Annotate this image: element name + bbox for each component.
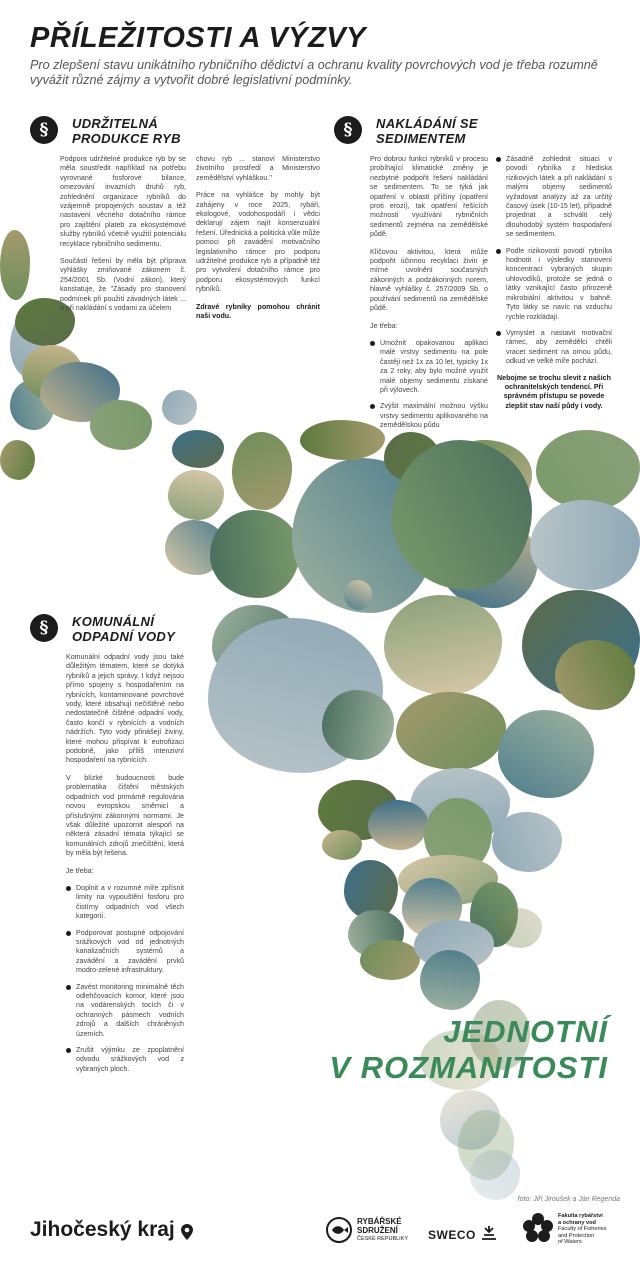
logo-jihocesky-kraj: Jihočeský kraj [30,1218,193,1242]
collage-photo [162,390,197,425]
logo-rybarske-sdruzeni: RYBÁŘSKÉ SDRUŽENÍ ČESKÉ REPUBLIKY [326,1214,426,1248]
list-item: Vymyslet a nastavit motivační rámec, aby zemědělci chtěli vracet sediment na ornou půdu, odkud ve velké míře pochází. [496,329,612,367]
collage-photo [536,430,640,510]
photo-credit: foto: Jiří Jiroušek a Ján Regenda [517,1196,620,1203]
paragraph-icon: § [30,116,58,144]
fish-circle-icon [326,1217,352,1243]
collage-photo [470,1150,520,1200]
collage-photo [360,940,420,980]
list-item: Umožnit opakovanou aplikaci malé vrstvy sedimentu na pole častěji než 1x za 10 let, typicky 1x za 2 roky, aby bylo možné využít malé objemy sedimentu získané při výlovech. [370,339,488,395]
collage-photo [396,692,506,770]
collage-photo [384,595,502,695]
collage-photo [496,908,542,948]
collage-photo [0,230,30,300]
map-pin-icon [181,1224,193,1240]
slogan: JEDNOTNÍ V ROZMANITOSTI [329,1014,608,1085]
page-subtitle: Pro zlepšení stavu unikátního rybničního dědictví a ochranu kvality povrchových vod je třeba rozumně vyvážit různé zájmy a vytvořit dobré legislativní podmínky. [30,58,598,87]
wastewater-column: Komunální odpadní vody jsou také důležitým tématem, které se dotýká rybníků a jejich správy. I když nejsou přímo spojeny s hospodařením na rybnících, kontaminované povrchové vody, které obsahují nečištěné nebo nedostatečně čištěné odpadní vody, často končí v rybnících a vodních nádržích. Tyto vody přinášejí živiny, které mohou přispívat k eutrofizaci podobně, jako příliš intenzivní hospodaření na rybnících. V blízké budoucnosti bude problematika čištění městských odpadních vod primárně regulována novou evropskou směrnicí a příslušnými zákonnými normami. Je však důležité upozornit alespoň na některá zásadní témata týkající se komunálních zdrojů znečištění, která by měla být řešena. Je třeba: Doplnit a v rozumné míře zpřísnit limity na vypouštění fosforu pro čistírny odpadních vod všech kategorií. Podporovat postupné odpojování srážkových vod od jednotných kanalizačních systémů a zavádění a zavádění prvků modro-zelené infrastruktury. Zavést monitoring minimálně těch odlehčovacích komor, které jsou na vodárenských tocích či v ochranných pásmech vodních zdrojů a dalších chráněných územích. Zrušit výjimku ze zpoplatnění odvodu srážkových vod z vybraných ploch. [66,653,184,1073]
list-item: Zrušit výjimku ze zpoplatnění odvodu srážkových vod z vybraných ploch. [66,1046,184,1074]
paragraph-icon: § [30,614,58,642]
collage-photo [172,430,224,468]
section-title-sediment: NAKLÁDÁNÍ SE SEDIMENTEM [376,116,478,146]
collage-photo [392,440,532,590]
flower-icon [522,1212,554,1246]
list-item: Doplnit a v rozumné míře zpřísnit limity na vypouštění fosforu pro čistírny odpadních vod všech kategorií. [66,884,184,922]
collage-photo [492,812,562,872]
page-title: PŘÍLEŽITOSTI A VÝZVY [30,22,367,54]
logo-sweco: SWECO [428,1224,498,1244]
sediment-column-2: Zásadně zohlednit situaci v povodí rybníka z hlediska rizikových látek a při nakládání s malými objemy sedimentů vyžadovat analýzy až za určitý časový úsek (10-15 let), případně projednat a schválit celý dlouhodobý systém hospodaření se sedimentem. Podle rizikovosti povodí rybníka hodnotit i výsledky stanovení koncentrací vybraných skupin uhlovodíků, protože se jedná o látky vznikající často přirozeně mikrobiální aktivitou v bahně. Tyto látky se navíc na vzduchu rychle rozkládají. Vymyslet a nastavit motivační rámec, aby zemědělci chtěli vracet sediment na ornou půdu, odkud ve velké míře pochází. Nebojme se trochu slevit z našich ochranitelských tendencí. Při správném přístupu se povede zlepšit stav naší půdy i vody. [497,155,612,410]
sweco-sun-icon [480,1224,498,1242]
collage-photo [168,470,224,520]
list-item: Podle rizikovosti povodí rybníka hodnotit i výsledky stanovení koncentrací vybraných skupin uhlovodíků, protože se jedná o látky vznikající často přirozeně mikrobiální aktivitou v bahně. Tyto látky se navíc na vzduchu rychle rozkládají. [496,247,612,322]
collage-photo [498,710,594,798]
collage-photo [322,690,394,760]
paragraph-icon: § [334,116,362,144]
section-title-wastewater: KOMUNÁLNÍ ODPADNÍ VODY [72,614,176,644]
fish-column-2: chovu ryb ... stanoví Ministerstvo životního prostředí a Ministerstvo zemědělství vyhláškou." Práce na vyhlášce by mohly být zahájeny v roce 2025, rybáři, ekologové, vodohospodáři i vědci deklarují zájem najít konsenzuální řešení. Úřednická a politická vůle může pomoci při zavádění motivačního legislativního rámce pro podporu udržitelné produkce ryb a případně též pro vytvoření dotačního rámce pro podporu ekosystémových funkcí rybníků. Zdravé rybníky pomohou chránit naši vodu. [196,155,320,321]
sediment-column-1: Pro dobrou funkci rybníků v procesu probíhající klimatické změny je nezbytné podpořit řešení nakládání se sedimentem. To se týká jak opatření v oblasti příčiny (opatření proti erozi), tak opatření řešících možnosti využívání rybničních sedimentů zejména na zemědělské půdě. Klíčovou aktivitou, která může podpořit účinnou recyklaci živin je mírné uvolnění současných zákonných a podzákonných norem, hlavně vyhlášky č. 257/2009 Sb. o používání sedimentů na zemědělské půdě. Je třeba: Umožnit opakovanou aplikaci malé vrstvy sedimentu na pole častěji než 1x za 10 let, typicky 1x za 2 roky, aby bylo možné využít malé objemy sedimentu získané při výlovech. Zvýšit maximální možnou výšku vrstvy sedimentu aplikovaného na zemědělskou půdu [370,155,488,430]
section-title-fish: UDRŽITELNÁ PRODUKCE RYB [72,116,181,146]
list-item: Zavést monitoring minimálně těch odlehčovacích komor, které jsou na vodárenských tocích či v ochranných pásmech vodních zdrojů a dalších chráněných územích. [66,983,184,1039]
collage-photo [210,510,300,598]
collage-photo [555,640,635,710]
collage-photo [530,500,640,590]
logo-fakulta: Fakulta rybářství a ochrany vod Faculty of Fisheries and Protection of Waters [522,1212,632,1252]
list-item: Podporovat postupné odpojování srážkových vod od jednotných kanalizačních systémů a zavádění a zavádění prvků modro-zelené infrastruktury. [66,929,184,976]
collage-photo [420,950,480,1010]
collage-photo [232,432,292,510]
collage-photo [0,440,35,480]
fish-column-1: Podpora udržitelné produkce ryb by se měla soustředit například na potřebu vyrovnané fosforové bilance, omezování invazních druhů ryb, zohlednění organizace rybníků do vzájemně propojených soustav a též nastavení věcného dotačního rámce pro zajištění plateb za ekosystémové služby rybníků včetně využití potenciálu recyklace rybničního sedimentu. Součástí řešení by měla být příprava vyhlášky zmiňované zákonem č. 254/2001 Sb. (Vodní zákon), který konstatuje, že "Zásady pro stanovení podmínek při použití závadných látek ... a při nakládání s vodami za účelem [60,155,186,313]
collage-photo [90,400,152,450]
list-item: Zvýšit maximální možnou výšku vrstvy sedimentu aplikovaného na zemědělskou půdu [370,402,488,430]
collage-photo [368,800,428,850]
collage-photo [344,580,372,610]
list-item: Zásadně zohlednit situaci v povodí rybníka z hlediska rizikových látek a při nakládání s malými objemy sedimentů vyžadovat analýzy až za určitý časový úsek (10-15 let), případně projednat a schválit celý dlouhodobý systém hospodaření se sedimentem. [496,155,612,240]
collage-photo [322,830,362,860]
